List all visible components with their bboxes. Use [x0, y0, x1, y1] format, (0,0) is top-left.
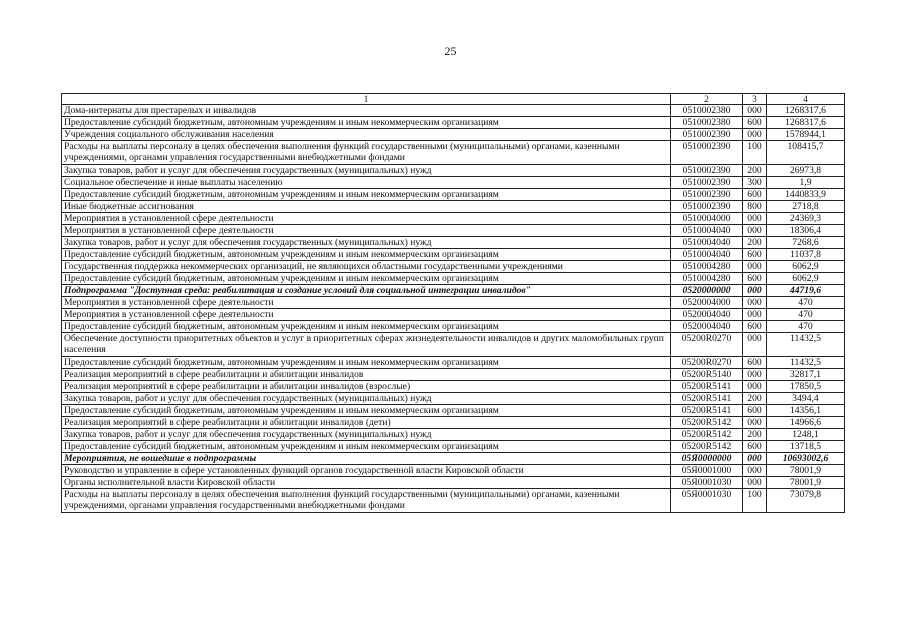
row-name-cell: Государственная поддержка некоммерческих организаций, не являющихся областными государственными учреждениями: [62, 261, 671, 273]
row-vr-cell: 600: [743, 441, 767, 453]
row-sum-cell: 11432,5: [767, 333, 845, 357]
table-row: [62, 357, 845, 369]
row-name-cell: Закупка товаров, работ и услуг для обеспечения государственных (муниципальных) нужд: [62, 165, 671, 177]
table-row: [62, 225, 845, 237]
row-code-cell: 0510004000: [671, 213, 743, 225]
row-code-cell: 05Я0000000: [671, 453, 743, 465]
row-code-cell: 0510004280: [671, 261, 743, 273]
row-sum-cell: 1440833,9: [767, 189, 845, 201]
row-sum-cell: 470: [767, 297, 845, 309]
table-row: [62, 309, 845, 321]
row-sum-cell: 6062,9: [767, 261, 845, 273]
page-number: 25: [444, 44, 457, 58]
row-name-cell: Социальное обеспечение и иные выплаты населению: [62, 177, 671, 189]
row-vr-cell: 000: [743, 477, 767, 489]
row-vr-cell: 000: [743, 369, 767, 381]
row-code-cell: 0520000000: [671, 285, 743, 297]
row-sum-cell: 26973,8: [767, 165, 845, 177]
row-name-cell: Предоставление субсидий бюджетным, автономным учреждениям и иным некоммерческим организациям: [62, 249, 671, 261]
row-code-cell: 05200R5140: [671, 369, 743, 381]
row-vr-cell: 600: [743, 273, 767, 285]
table-row: [62, 261, 845, 273]
table-row: [62, 369, 845, 381]
header-cell-vr: 3: [743, 94, 767, 105]
row-code-cell: 0510002380: [671, 105, 743, 117]
table-row: [62, 297, 845, 309]
row-vr-cell: 000: [743, 213, 767, 225]
row-vr-cell: 000: [743, 105, 767, 117]
budget-table: [61, 93, 845, 513]
row-vr-cell: 000: [743, 129, 767, 141]
row-vr-cell: 000: [743, 453, 767, 465]
row-code-cell: 0510002390: [671, 189, 743, 201]
row-name-cell: Предоставление субсидий бюджетным, автономным учреждениям и иным некоммерческим организациям: [62, 189, 671, 201]
row-sum-cell: 470: [767, 321, 845, 333]
row-sum-cell: 11037,8: [767, 249, 845, 261]
table-row: [62, 285, 845, 297]
row-name-cell: Обеспечение доступности приоритетных объектов и услуг в приоритетных сферах жизнедеятельности инвалидов и других маломобильных групп населения: [62, 333, 671, 357]
row-sum-cell: 78001,9: [767, 465, 845, 477]
row-code-cell: 05Я0001030: [671, 477, 743, 489]
header-cell-name: 1: [62, 94, 671, 105]
row-sum-cell: 78001,9: [767, 477, 845, 489]
row-vr-cell: 000: [743, 309, 767, 321]
table-row: [62, 405, 845, 417]
table-row: [62, 393, 845, 405]
row-vr-cell: 000: [743, 333, 767, 357]
table-row: [62, 429, 845, 441]
row-sum-cell: 13718,5: [767, 441, 845, 453]
row-name-cell: Органы исполнительной власти Кировской области: [62, 477, 671, 489]
row-code-cell: 0510002380: [671, 117, 743, 129]
row-code-cell: 0510004280: [671, 273, 743, 285]
row-name-cell: Подпрограмма "Доступная среда: реабилитация и создание условий для социальной интеграции инвалидов": [62, 285, 671, 297]
row-code-cell: 0520004040: [671, 309, 743, 321]
table-row: [62, 201, 845, 213]
row-sum-cell: 6062,9: [767, 273, 845, 285]
row-code-cell: 0510002390: [671, 129, 743, 141]
row-name-cell: Мероприятия в установленной сфере деятельности: [62, 309, 671, 321]
row-code-cell: 05200R5142: [671, 441, 743, 453]
row-code-cell: 0510002390: [671, 177, 743, 189]
row-name-cell: Предоставление субсидий бюджетным, автономным учреждениям и иным некоммерческим организациям: [62, 117, 671, 129]
row-name-cell: Предоставление субсидий бюджетным, автономным учреждениям и иным некоммерческим организациям: [62, 441, 671, 453]
row-vr-cell: 200: [743, 429, 767, 441]
row-sum-cell: 108415,7: [767, 141, 845, 165]
row-sum-cell: 14356,1: [767, 405, 845, 417]
row-name-cell: Предоставление субсидий бюджетным, автономным учреждениям и иным некоммерческим организациям: [62, 405, 671, 417]
row-name-cell: Учреждения социального обслуживания населения: [62, 129, 671, 141]
row-name-cell: Закупка товаров, работ и услуг для обеспечения государственных (муниципальных) нужд: [62, 237, 671, 249]
row-code-cell: 0510004040: [671, 225, 743, 237]
row-vr-cell: 200: [743, 393, 767, 405]
row-name-cell: Предоставление субсидий бюджетным, автономным учреждениям и иным некоммерческим организациям: [62, 273, 671, 285]
row-vr-cell: 000: [743, 261, 767, 273]
row-vr-cell: 100: [743, 141, 767, 165]
row-code-cell: 05200R5142: [671, 429, 743, 441]
table-row: [62, 249, 845, 261]
row-code-cell: 05200R5141: [671, 381, 743, 393]
row-vr-cell: 000: [743, 225, 767, 237]
header-cell-sum: 4: [767, 94, 845, 105]
row-sum-cell: 44719,6: [767, 285, 845, 297]
row-vr-cell: 600: [743, 189, 767, 201]
table-row: [62, 417, 845, 429]
row-sum-cell: 24369,3: [767, 213, 845, 225]
row-vr-cell: 300: [743, 177, 767, 189]
row-vr-cell: 000: [743, 285, 767, 297]
row-name-cell: Реализация мероприятий в сфере реабилитации и абилитации инвалидов (взрослые): [62, 381, 671, 393]
table-row: [62, 465, 845, 477]
row-code-cell: 0510002390: [671, 141, 743, 165]
table-row: [62, 165, 845, 177]
row-vr-cell: 000: [743, 417, 767, 429]
row-vr-cell: 600: [743, 405, 767, 417]
row-vr-cell: 600: [743, 321, 767, 333]
row-vr-cell: 800: [743, 201, 767, 213]
row-vr-cell: 200: [743, 237, 767, 249]
row-sum-cell: 1268317,6: [767, 117, 845, 129]
row-sum-cell: 73079,8: [767, 489, 845, 513]
row-code-cell: 05Я0001000: [671, 465, 743, 477]
row-sum-cell: 17850,5: [767, 381, 845, 393]
row-code-cell: 05200R5141: [671, 405, 743, 417]
row-name-cell: Закупка товаров, работ и услуг для обеспечения государственных (муниципальных) нужд: [62, 429, 671, 441]
row-code-cell: 05200R5141: [671, 393, 743, 405]
row-sum-cell: 470: [767, 309, 845, 321]
table-row: [62, 489, 845, 513]
table-row: [62, 213, 845, 225]
row-name-cell: Реализация мероприятий в сфере реабилитации и абилитации инвалидов (дети): [62, 417, 671, 429]
row-sum-cell: 18306,4: [767, 225, 845, 237]
row-name-cell: Мероприятия в установленной сфере деятельности: [62, 297, 671, 309]
table-header-row: [62, 94, 845, 105]
table-body: [62, 94, 845, 513]
row-code-cell: 0520004040: [671, 321, 743, 333]
row-vr-cell: 000: [743, 297, 767, 309]
row-code-cell: 0520004000: [671, 297, 743, 309]
table-row: [62, 441, 845, 453]
row-vr-cell: 600: [743, 117, 767, 129]
row-sum-cell: 10693002,6: [767, 453, 845, 465]
table-row: [62, 477, 845, 489]
row-code-cell: 05200R5142: [671, 417, 743, 429]
row-sum-cell: 1578944,1: [767, 129, 845, 141]
row-name-cell: Дома-интернаты для престарелых и инвалидов: [62, 105, 671, 117]
row-name-cell: Расходы на выплаты персоналу в целях обеспечения выполнения функций государственными (муниципальными) органами, казенными учреждениями, органами управления государственными внебюджетными фондами: [62, 489, 671, 513]
row-name-cell: Иные бюджетные ассигнования: [62, 201, 671, 213]
row-code-cell: 0510002390: [671, 201, 743, 213]
row-vr-cell: 100: [743, 489, 767, 513]
table-row: [62, 381, 845, 393]
row-sum-cell: 7268,6: [767, 237, 845, 249]
row-vr-cell: 600: [743, 249, 767, 261]
row-vr-cell: 600: [743, 357, 767, 369]
row-code-cell: 0510004040: [671, 249, 743, 261]
table-row: [62, 189, 845, 201]
table-row: [62, 177, 845, 189]
row-sum-cell: 32817,1: [767, 369, 845, 381]
table-row: [62, 129, 845, 141]
row-name-cell: Закупка товаров, работ и услуг для обеспечения государственных (муниципальных) нужд: [62, 393, 671, 405]
row-name-cell: Мероприятия в установленной сфере деятельности: [62, 225, 671, 237]
table-row: [62, 117, 845, 129]
row-code-cell: 05200R0270: [671, 333, 743, 357]
header-cell-code: 2: [671, 94, 743, 105]
row-sum-cell: 2718,8: [767, 201, 845, 213]
row-name-cell: Расходы на выплаты персоналу в целях обеспечения выполнения функций государственными (муниципальными) органами, казенными учреждениями, органами управления государственными внебюджетными фондами: [62, 141, 671, 165]
row-name-cell: Мероприятия, не вошедшие в подпрограммы: [62, 453, 671, 465]
row-sum-cell: 1268317,6: [767, 105, 845, 117]
row-name-cell: Реализация мероприятий в сфере реабилитации и абилитации инвалидов: [62, 369, 671, 381]
row-name-cell: Предоставление субсидий бюджетным, автономным учреждениям и иным некоммерческим организациям: [62, 357, 671, 369]
table-row: [62, 273, 845, 285]
row-vr-cell: 200: [743, 165, 767, 177]
row-code-cell: 0510002390: [671, 165, 743, 177]
row-sum-cell: 1248,1: [767, 429, 845, 441]
table-row: [62, 237, 845, 249]
row-sum-cell: 3494,4: [767, 393, 845, 405]
table-row: [62, 105, 845, 117]
row-sum-cell: 14966,6: [767, 417, 845, 429]
row-code-cell: 05Я0001030: [671, 489, 743, 513]
row-code-cell: 0510004040: [671, 237, 743, 249]
row-sum-cell: 11432,5: [767, 357, 845, 369]
row-vr-cell: 000: [743, 381, 767, 393]
row-code-cell: 05200R0270: [671, 357, 743, 369]
row-vr-cell: 000: [743, 465, 767, 477]
row-name-cell: Руководство и управление в сфере установленных функций органов государственной власти Кировской области: [62, 465, 671, 477]
table-row: [62, 453, 845, 465]
row-sum-cell: 1,9: [767, 177, 845, 189]
row-name-cell: Мероприятия в установленной сфере деятельности: [62, 213, 671, 225]
table-row: [62, 141, 845, 165]
row-name-cell: Предоставление субсидий бюджетным, автономным учреждениям и иным некоммерческим организациям: [62, 321, 671, 333]
table-row: [62, 333, 845, 357]
table-row: [62, 321, 845, 333]
